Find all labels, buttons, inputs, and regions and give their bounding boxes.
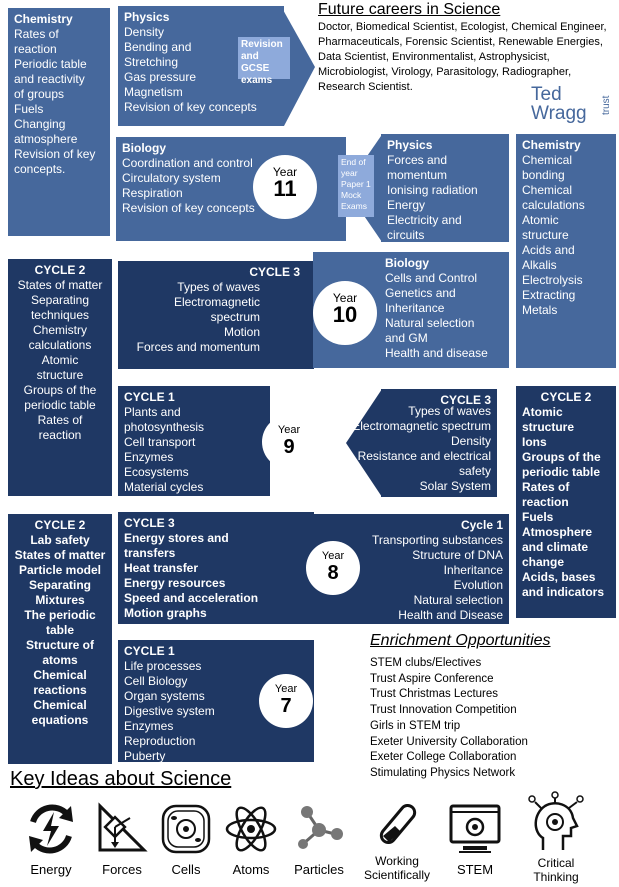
cells-icon: [159, 800, 213, 858]
year-11-badge: Year 11: [253, 155, 317, 219]
enrichment-title: Enrichment Opportunities: [370, 632, 551, 649]
y11-physics-box: Physics Density Bending and Stretching Gas pressure Magnetism Revision of key concepts: [118, 6, 284, 126]
enrichment-item: Girls in STEM trip: [370, 719, 461, 732]
key-idea-working-scientifically: Working Scientifically: [356, 800, 438, 882]
y10-cycle3-box: CYCLE 3 Types of waves Electromagnetic spectrum Motion Forces and momentum: [118, 261, 314, 369]
careers-title: Future careers in Science: [318, 1, 501, 18]
logo-wragg: Wragg: [531, 103, 587, 124]
enrichment-item: Trust Christmas Lectures: [370, 688, 499, 701]
mock-exams-tag: End of year Paper 1 Mock Exams: [338, 155, 374, 217]
key-idea-critical-thinking: Critical Thinking: [516, 790, 596, 884]
logo-trust: trust: [601, 95, 612, 115]
y10-biology-box: Biology Cells and Control Genetics and Inheritance Natural selection and GM Health and disease: [313, 252, 509, 368]
y11-physics-forces-box: Physics Forces and momentum Ionising radiation Energy Electricity and circuits: [381, 134, 509, 242]
forces-icon: [94, 800, 150, 858]
y10-cycle2-box: CYCLE 2 States of matter Separating techniques Chemistry calculations Atomic structure Groups of the periodic table Rates of reaction: [8, 259, 112, 496]
revision-gcse-tag: Revision and GCSE exams: [238, 37, 290, 79]
y11-biology-box: Biology Coordination and control Circulatory system Respiration Revision of key concepts: [116, 137, 346, 241]
enrichment-item: Trust Innovation Competition: [370, 704, 517, 717]
y9-cycle3-lines: Types of waves Electromagnetic spectrum Density Resistance and electrical safety Solar System: [352, 404, 491, 493]
year-9-badge: Year 9: [262, 415, 316, 469]
test-tube-icon: [367, 800, 427, 850]
enrichment-item: STEM clubs/Electives: [370, 657, 482, 669]
y8-cycle2-box: CYCLE 2 Lab safety States of matter Particle model Separating Mixtures The periodic table Structure of atoms Chemical reactions Chemical equations: [8, 514, 112, 764]
y9-cycle1-box: CYCLE 1 Plants and photosynthesis Cell transport Enzymes Ecosystems Material cycles: [118, 386, 270, 496]
logo-ted: Ted: [531, 84, 562, 105]
atoms-icon: [223, 800, 279, 858]
critical-thinking-icon: [521, 790, 591, 856]
stem-icon: [445, 800, 505, 858]
key-idea-particles: Particles: [288, 800, 350, 877]
key-ideas-title: Key Ideas about Science: [10, 768, 232, 790]
key-idea-cells: Cells: [158, 800, 214, 877]
key-idea-stem: STEM: [440, 800, 510, 877]
key-idea-energy: Energy: [18, 800, 84, 877]
y11-chemistry-right: Chemistry Chemical bonding Chemical calculations Atomic structure Acids and Alkalis Electrolysis Extracting Metals: [516, 134, 616, 368]
year-7-badge: Year 7: [259, 674, 313, 728]
enrichment-list: [370, 656, 528, 782]
enrichment-item: Stimulating Physics Network: [370, 766, 516, 779]
key-idea-forces: Forces: [92, 800, 152, 877]
enrichment-item: Exeter College Collaboration: [370, 751, 517, 764]
year-8-badge: Year 8: [306, 541, 360, 595]
year-10-badge: Year 10: [313, 281, 377, 345]
y11-chemistry-left: Chemistry Rates of reaction Periodic table and reactivity of groups Fuels Changing atmosphere Revision of key concepts.: [8, 8, 110, 236]
y7-cycle1-box: CYCLE 1 Life processes Cell Biology Organ systems Digestive system Enzymes Reproduction Puberty: [118, 640, 314, 762]
enrichment-item: Exeter University Collaboration: [370, 735, 528, 748]
energy-icon: [21, 800, 81, 858]
y9-cycle2-box: CYCLE 2 Atomic structure Ions Groups of the periodic table Rates of reaction Fuels Atmosphere and climate change Acids, bases and indicators: [516, 386, 616, 618]
key-idea-atoms: Atoms: [222, 800, 280, 877]
y9-cycle3-box: CYCLE 3: [381, 389, 497, 497]
y8-cycle3-box: CYCLE 3 Energy stores and transfers Heat transfer Energy resources Speed and acceleration Motion graphs: [118, 512, 314, 624]
careers-list: Doctor, Biomedical Scientist, Ecologist, Chemical Engineer, Pharmaceuticals, Forensic Scientist, Renewable Energies, Data Scientist, Environmentalist, Astrophysicist, Microbiologist, Virology, Parasitology, Radiographer, Research Scientist.: [318, 21, 607, 93]
particles-icon: [291, 800, 347, 858]
enrichment-item: Trust Aspire Conference: [370, 672, 494, 685]
y8-cycle1-box: Cycle 1 Transporting substances Structure of DNA Inheritance Evolution Natural selection Health and Disease: [313, 514, 509, 624]
ted-wragg-logo: [531, 86, 613, 126]
